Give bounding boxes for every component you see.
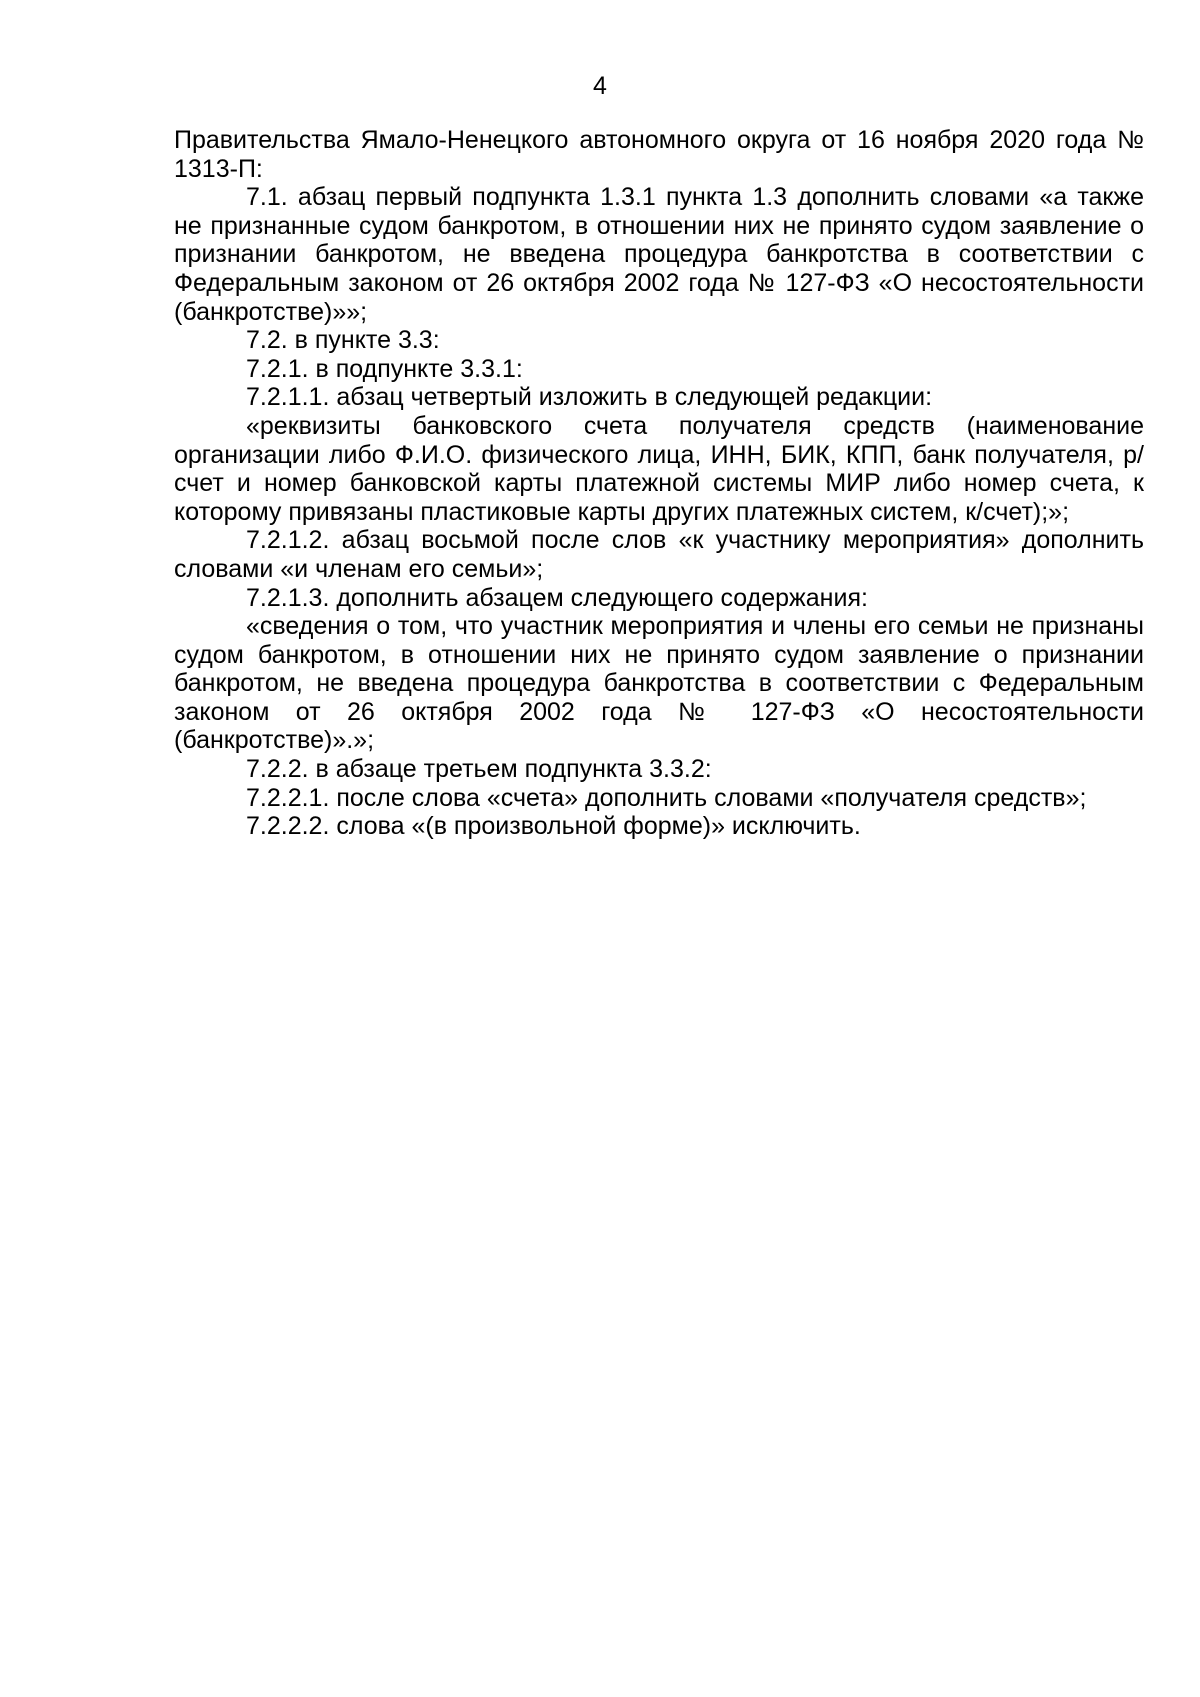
- paragraph: 7.2.1.3. дополнить абзацем следующего содержания:: [246, 583, 868, 612]
- page-number: 4: [593, 72, 607, 100]
- paragraph: «реквизиты банковского счета получателя средств (наименование организации либо Ф.И.О. физического лица, ИНН, БИК, КПП, банк получателя, р/счет и номер банковской карты платежной системы МИР либо номер счета, к которому привязаны пластиковые карты других платежных систем, к/счет);»;: [174, 411, 1144, 526]
- paragraph: 7.2.1.2. абзац восьмой после слов «к участнику мероприятия» дополнить словами «и членам его семьи»;: [174, 526, 1144, 583]
- paragraph: 7.2. в пункте 3.3:: [246, 326, 440, 355]
- paragraph: «сведения о том, что участник мероприятия и члены его семьи не признаны судом банкротом, в отношении них не принято судом заявление о признании банкротом, не введена процедура банкротства в соответствии с Федеральным законом от 26 октября 2002 года № 127-ФЗ «О несостоятельности (банкротстве)».»;: [174, 612, 1144, 755]
- paragraph: 7.2.2.2. слова «(в произвольной форме)» исключить.: [246, 812, 861, 841]
- paragraph: Правительства Ямало-Ненецкого автономного округа от 16 ноября 2020 года № 1313-П:: [174, 126, 1144, 183]
- paragraph: 7.2.1.1. абзац четвертый изложить в следующей редакции:: [246, 383, 933, 412]
- document-body: [174, 126, 1144, 841]
- paragraph: 7.2.1. в подпункте 3.3.1:: [246, 354, 523, 383]
- paragraph: 7.1. абзац первый подпункта 1.3.1 пункта 1.3 дополнить словами «а также не признанные судом банкротом, в отношении них не принято судом заявление о признании банкротом, не введена процедура банкротства в соответствии с Федеральным законом от 26 октября 2002 года № 127-ФЗ «О несостоятельности (банкротстве)»»;: [174, 183, 1144, 326]
- paragraph: 7.2.2.1. после слова «счета» дополнить словами «получателя средств»;: [246, 783, 1087, 812]
- paragraph: 7.2.2. в абзаце третьем подпункта 3.3.2:: [246, 755, 712, 784]
